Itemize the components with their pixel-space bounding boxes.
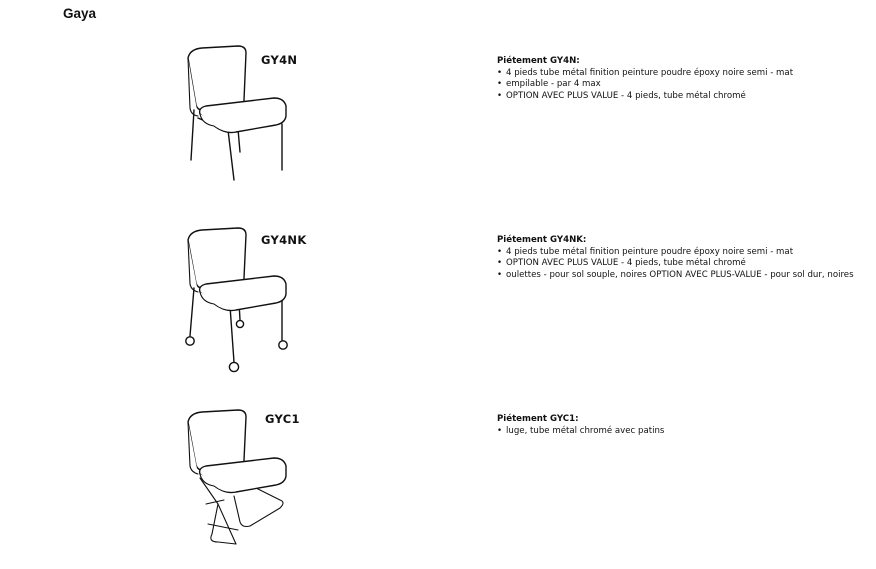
spec-item: • OPTION AVEC PLUS VALUE - 4 pieds, tube métal chromé <box>497 258 872 269</box>
model-code: GY4N <box>261 53 298 67</box>
spec-item: • 4 pieds tube métal finition peinture poudre époxy noire semi - mat <box>497 247 872 258</box>
spec-item: • 4 pieds tube métal finition peinture poudre époxy noire semi - mat <box>497 68 872 79</box>
document-title: Gaya <box>63 6 97 21</box>
spec-list <box>497 247 872 281</box>
spec-item: • OPTION AVEC PLUS VALUE - 4 pieds, tube métal chromé <box>497 91 872 102</box>
spec-block-gy4nk <box>497 235 872 281</box>
spec-item: • luge, tube métal chromé avec patins <box>497 426 872 437</box>
spec-block-gyc1 <box>497 414 872 437</box>
spec-block-gy4n <box>497 56 872 102</box>
model-code: GYC1 <box>265 412 300 426</box>
chair-sled-base-icon <box>178 404 298 564</box>
spec-title: Piétement GY4NK: <box>497 235 587 245</box>
spec-title: Piétement GY4N: <box>497 56 580 66</box>
model-code: GY4NK <box>261 233 307 247</box>
spec-title: Piétement GYC1: <box>497 414 579 424</box>
spec-item: • empilable - par 4 max <box>497 79 872 90</box>
spec-item: • oulettes - pour sol souple, noires OPTION AVEC PLUS-VALUE - pour sol dur, noires <box>497 270 872 281</box>
spec-list <box>497 68 872 102</box>
spec-list <box>497 426 872 437</box>
